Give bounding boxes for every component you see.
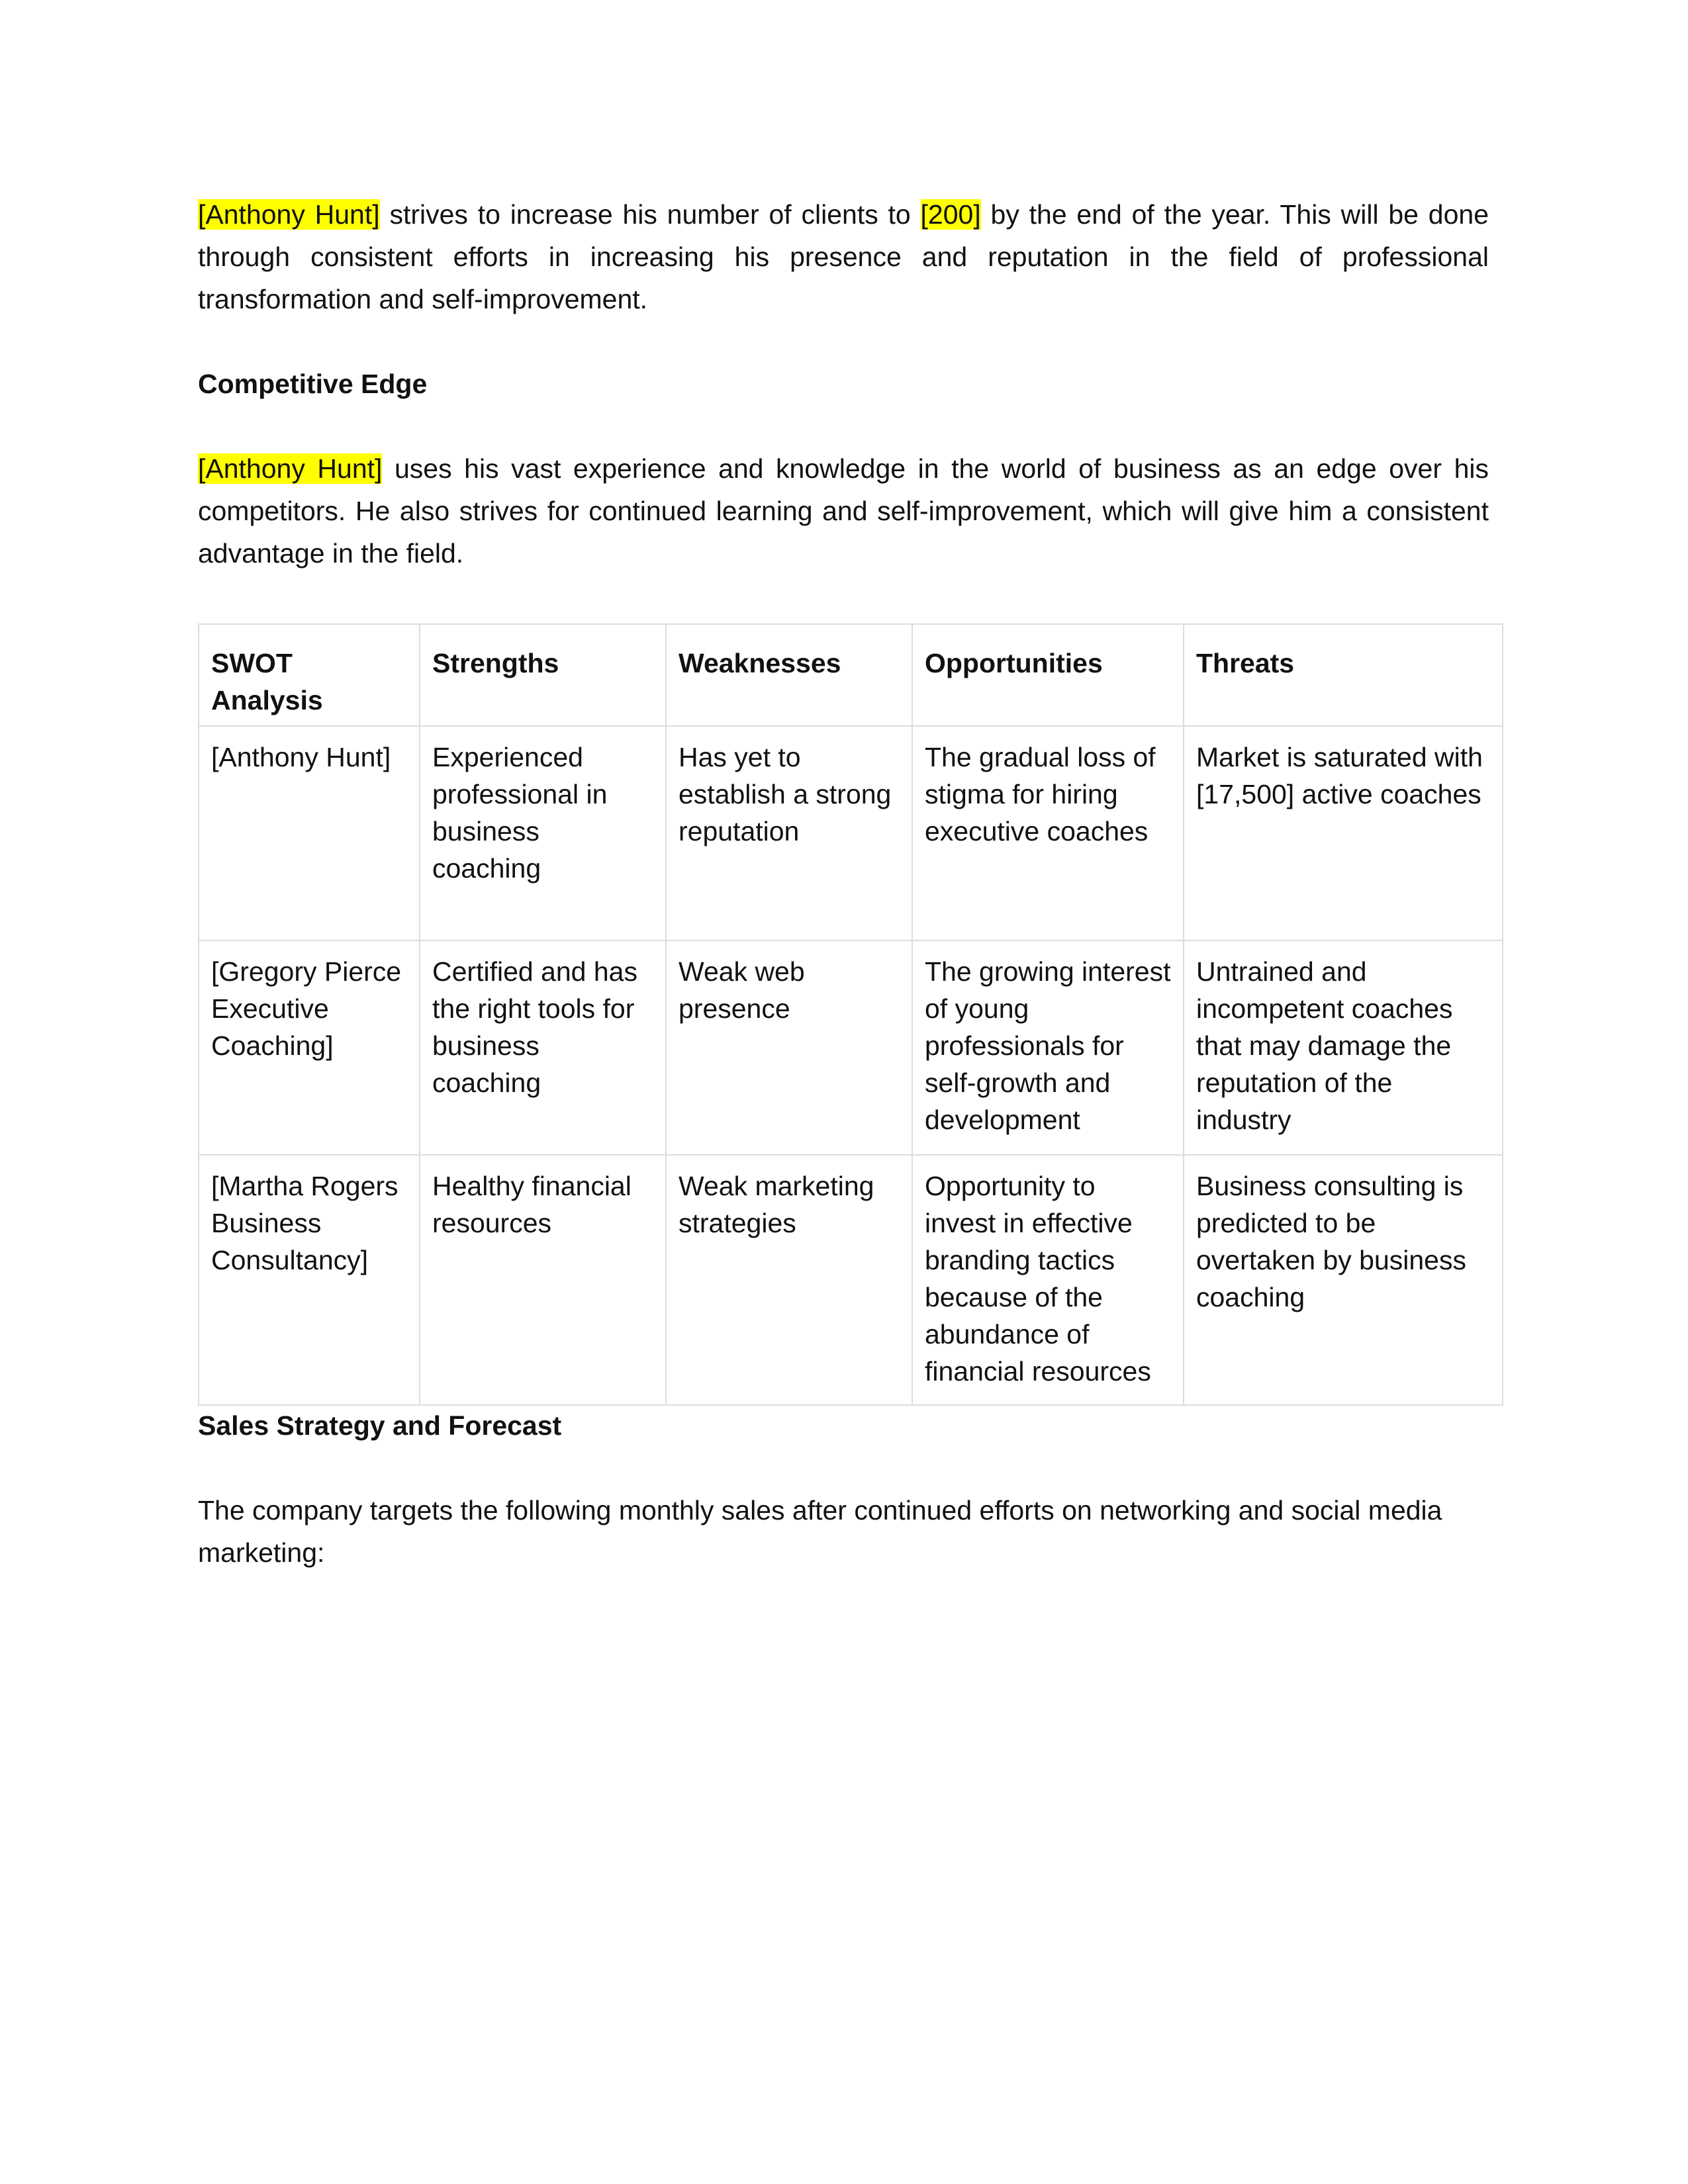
intro-text-b: by the end of the year. This will be done through consistent efforts in increasing his presence and reputation in the field of professional transformation and self-improvement. <box>198 199 1489 314</box>
competitive-edge-paragraph <box>198 447 1489 574</box>
swot-cell-threat: Market is saturated with [17,500] active coaches <box>1184 726 1503 940</box>
sales-strategy-paragraph: The company targets the following monthly sales after continued efforts on networking and social media marketing: <box>198 1495 1442 1568</box>
swot-cell-opportunity: Opportunity to invest in effective branding tactics because of the abundance of financial resources <box>912 1155 1184 1405</box>
highlighted-name: [Anthony Hunt] <box>198 199 380 230</box>
swot-cell-threat: Business consulting is predicted to be overtaken by business coaching <box>1184 1155 1503 1405</box>
table-row <box>199 940 1503 1155</box>
swot-cell-company: [Anthony Hunt] <box>199 726 420 940</box>
swot-cell-threat: Untrained and incompetent coaches that may damage the reputation of the industry <box>1184 940 1503 1155</box>
swot-header-opportunities: Opportunities <box>912 624 1184 726</box>
intro-text-a: strives to increase his number of clients to <box>379 199 921 230</box>
highlighted-name: [Anthony Hunt] <box>198 453 383 484</box>
swot-header-row <box>199 624 1503 726</box>
swot-cell-weakness: Has yet to establish a strong reputation <box>666 726 912 940</box>
intro-paragraph <box>198 193 1489 320</box>
swot-cell-strength: Certified and has the right tools for business coaching <box>420 940 666 1155</box>
swot-cell-company: [Gregory Pierce Executive Coaching] <box>199 940 420 1155</box>
competitive-edge-heading: Competitive Edge <box>198 369 428 399</box>
swot-cell-opportunity: The gradual loss of stigma for hiring executive coaches <box>912 726 1184 940</box>
swot-header-analysis: SWOT Analysis <box>199 624 420 726</box>
highlighted-client-target: [200] <box>920 199 981 230</box>
swot-header-strengths: Strengths <box>420 624 666 726</box>
competitive-edge-text: uses his vast experience and knowledge in the world of business as an edge over his competitors. He also strives for continued learning and self-improvement, which will give him a consistent advantage in the field. <box>198 453 1489 569</box>
swot-header-weaknesses: Weaknesses <box>666 624 912 726</box>
swot-cell-strength: Healthy financial resources <box>420 1155 666 1405</box>
swot-cell-strength: Experienced professional in business coaching <box>420 726 666 940</box>
document-page <box>198 193 1489 1568</box>
swot-cell-weakness: Weak marketing strategies <box>666 1155 912 1405</box>
table-row <box>199 726 1503 940</box>
swot-table <box>198 623 1503 1406</box>
sales-strategy-heading: Sales Strategy and Forecast <box>198 1410 562 1441</box>
swot-header-threats: Threats <box>1184 624 1503 726</box>
swot-cell-opportunity: The growing interest of young professionals for self-growth and development <box>912 940 1184 1155</box>
swot-cell-weakness: Weak web presence <box>666 940 912 1155</box>
table-row <box>199 1155 1503 1405</box>
swot-cell-company: [Martha Rogers Business Consultancy] <box>199 1155 420 1405</box>
